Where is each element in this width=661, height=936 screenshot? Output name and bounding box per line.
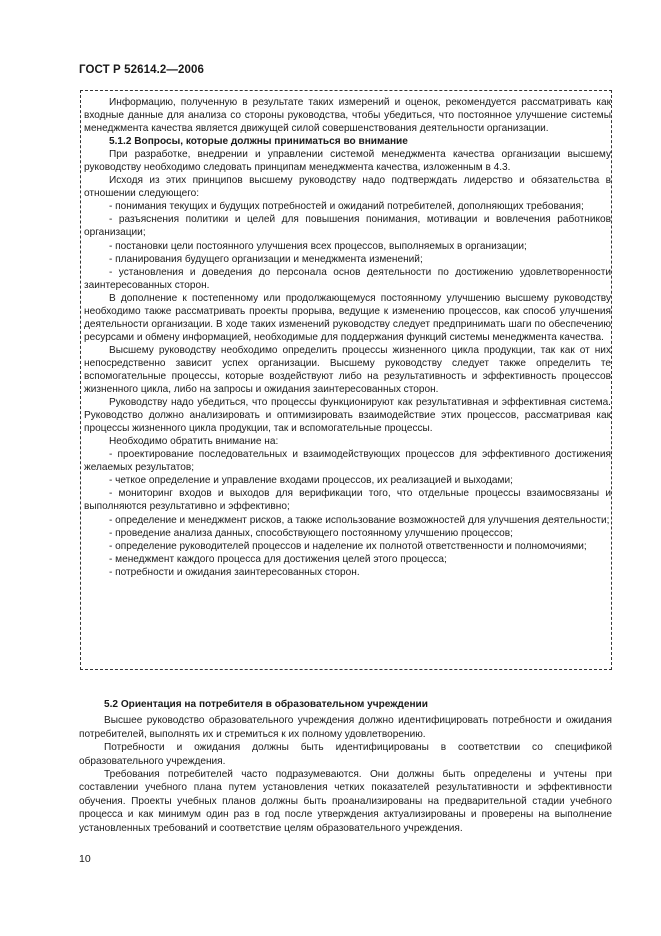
paragraph: В дополнение к постепенному или продолжающемуся постоянному улучшению высшему руководству необходимо также рассматривать проекты прорыва, ведущие к изменению процессов, как способ улучшения деятельности организации. В ходе таких изменений руководству следует предпринимать шаги по обеспечению ресурсами и обмену информацией, необходимые для поддержания функций системы менеджмента качества.: [84, 292, 611, 343]
list-item: - постановки цели постоянного улучшения всех процессов, выполняемых в организации;: [109, 240, 527, 252]
page-number: 10: [79, 853, 91, 865]
list-item: - мониторинг входов и выходов для верификации того, что отдельные процессы взаимосвязаны и выполняются результативно и эффективно;: [84, 488, 611, 513]
list-item: - менеджмент каждого процесса для достижения целей этого процесса;: [109, 553, 447, 565]
list-item: - потребности и ожидания заинтересованных сторон.: [109, 566, 360, 578]
list-item: - разъяснения политики и целей для повышения понимания, мотивации и вовлечения работников организации;: [84, 214, 611, 239]
boxed-text: [84, 96, 611, 579]
paragraph: Исходя из этих принципов высшему руководству надо подтверждать лидерство и обязательства в отношении следующего:: [84, 175, 611, 200]
paragraph: Потребности и ожидания должны быть идентифицированы в соответствии со спецификой образовательного учреждения.: [79, 742, 612, 767]
paragraph: Высшее руководство образовательного учреждения должно идентифицировать потребности и ожидания потребителей, выполнять их и стремиться к их полному удовлетворению.: [79, 715, 612, 740]
list-item: - установления и доведения до персонала основ деятельности по достижению удовлетворенности заинтересованных сторон.: [84, 266, 611, 291]
paragraph: Информацию, полученную в результате таких измерений и оценок, рекомендуется рассматривать как входные данные для анализа со стороны руководства, чтобы убедиться, что постоянное улучшение системы менеджмента качества является движущей силой совершенствования деятельности организации.: [84, 97, 611, 135]
list-item: - определение руководителей процессов и наделение их полнотой ответственности и полномочиями;: [109, 540, 587, 552]
list-item: - четкое определение и управление входами процессов, их реализацией и выходами;: [109, 475, 513, 487]
section-heading-5-1-2: 5.1.2 Вопросы, которые должны приниматься во внимание: [109, 136, 408, 148]
list-item: - понимания текущих и будущих потребностей и ожиданий потребителей, дополняющих требования;: [109, 201, 584, 213]
section-5-2: [79, 698, 612, 835]
page-header: ГОСТ Р 52614.2—2006: [79, 64, 204, 76]
paragraph: Необходимо обратить внимание на:: [109, 436, 279, 448]
list-item: - определение и менеджмент рисков, а также использование возможностей для улучшения деятельности;: [109, 514, 610, 526]
paragraph: Требования потребителей часто подразумеваются. Они должны быть определены и учтены при составлении учебного плана путем установления четких показателей результативности и эффективности обучения. Проекты учебных планов должны быть проанализированы на предварительной стадии учебного процесса и как минимум один раз в год после утверждения актуализированы и проверены на выполнение установленных требований и соответствие целям образовательного учреждения.: [79, 769, 612, 834]
paragraph: При разработке, внедрении и управлении системой менеджмента качества организации высшему руководству необходимо следовать принципам менеджмента качества, изложенным в 4.3.: [84, 149, 611, 174]
list-item: - проведение анализа данных, способствующего постоянному улучшению процессов;: [109, 527, 513, 539]
paragraph: Высшему руководству необходимо определить процессы жизненного цикла продукции, так как от них непосредственно зависит успех организации. Высшему руководству следует также определить те вспомогательные процессы, которые воздействуют либо на результативность и эффективность процессов жизненного цикла, либо на запросы и ожидания заинтересованных сторон.: [84, 344, 611, 396]
list-item: - проектирование последовательных и взаимодействующих процессов для эффективного достижения желаемых результатов;: [84, 449, 611, 474]
list-item: - планирования будущего организации и менеджмента изменений;: [109, 253, 423, 265]
paragraph: Руководству надо убедиться, что процессы функционируют как результативная и эффективная система. Руководство должно анализировать и оптимизировать взаимодействие этих процессов, рассматривая как процессы жизненного цикла продукции, так и вспомогательные процессы.: [84, 397, 611, 435]
section-heading-5-2: 5.2 Ориентация на потребителя в образовательном учреждении: [104, 699, 428, 710]
